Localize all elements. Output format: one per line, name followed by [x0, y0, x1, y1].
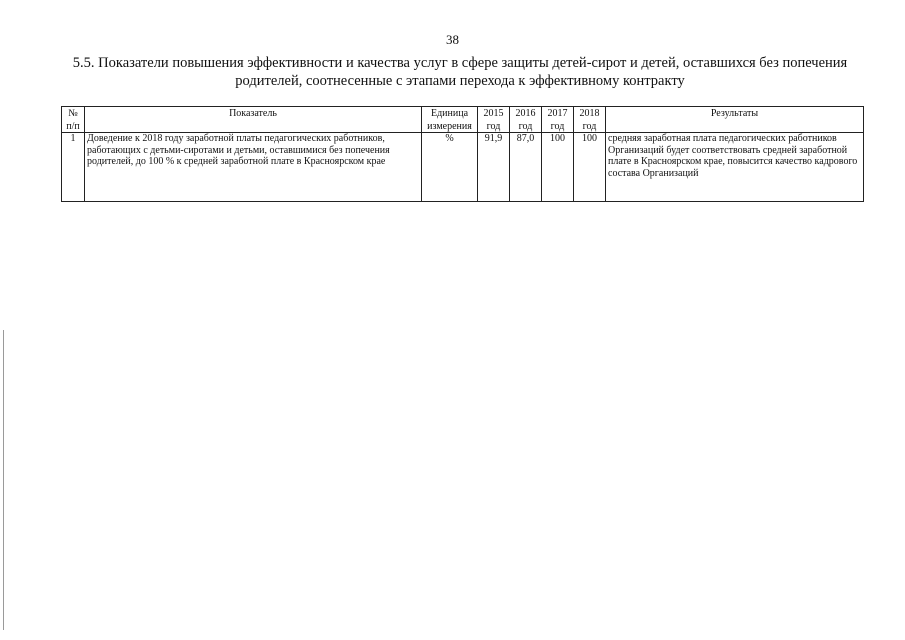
header-2015-sub: год — [478, 120, 510, 133]
header-indicator: Показатель — [85, 107, 422, 120]
table-header-row-2 — [62, 120, 864, 133]
header-num-sub: п/п — [62, 120, 85, 133]
header-2017: 2017 — [542, 107, 574, 120]
header-2016: 2016 — [510, 107, 542, 120]
row-result: средняя заработная плата педагогических работников Организаций будет соответствовать средней заработной плате в Красноярском крае, повысится качество кадрового состава Организаций — [606, 133, 864, 202]
section-title — [50, 54, 870, 90]
header-2015: 2015 — [478, 107, 510, 120]
indicators-table — [61, 106, 864, 202]
row-value-2017: 100 — [542, 133, 574, 202]
table-row — [62, 133, 864, 202]
header-2018: 2018 — [574, 107, 606, 120]
header-results-sub — [606, 120, 864, 133]
section-title-line-2: родителей, соотнесенные с этапами перехода к эффективному контракту — [235, 73, 685, 89]
header-unit-sub: измерения — [422, 120, 478, 133]
row-value-2018: 100 — [574, 133, 606, 202]
page-number: 38 — [446, 32, 459, 47]
row-unit: % — [422, 133, 478, 202]
header-num: № — [62, 107, 85, 120]
row-value-2015: 91,9 — [478, 133, 510, 202]
header-results: Результаты — [606, 107, 864, 120]
row-indicator: Доведение к 2018 году заработной платы педагогических работников, работающих с детьми-сиротами и детьми, оставшимися без попечения родителей, до 100 % к средней заработной плате в Красноярском крае — [85, 133, 422, 202]
section-title-line-1: 5.5. Показатели повышения эффективности и качества услуг в сфере защиты детей-сирот и детей, оставшихся без попечения — [72, 55, 848, 71]
header-2018-sub: год — [574, 120, 606, 133]
header-2016-sub: год — [510, 120, 542, 133]
header-2017-sub: год — [542, 120, 574, 133]
row-value-2016: 87,0 — [510, 133, 542, 202]
scan-edge-line — [3, 330, 4, 630]
row-num: 1 — [62, 133, 85, 202]
header-unit: Единица — [422, 107, 478, 120]
table-header-row — [62, 107, 864, 120]
header-indicator-sub — [85, 120, 422, 133]
